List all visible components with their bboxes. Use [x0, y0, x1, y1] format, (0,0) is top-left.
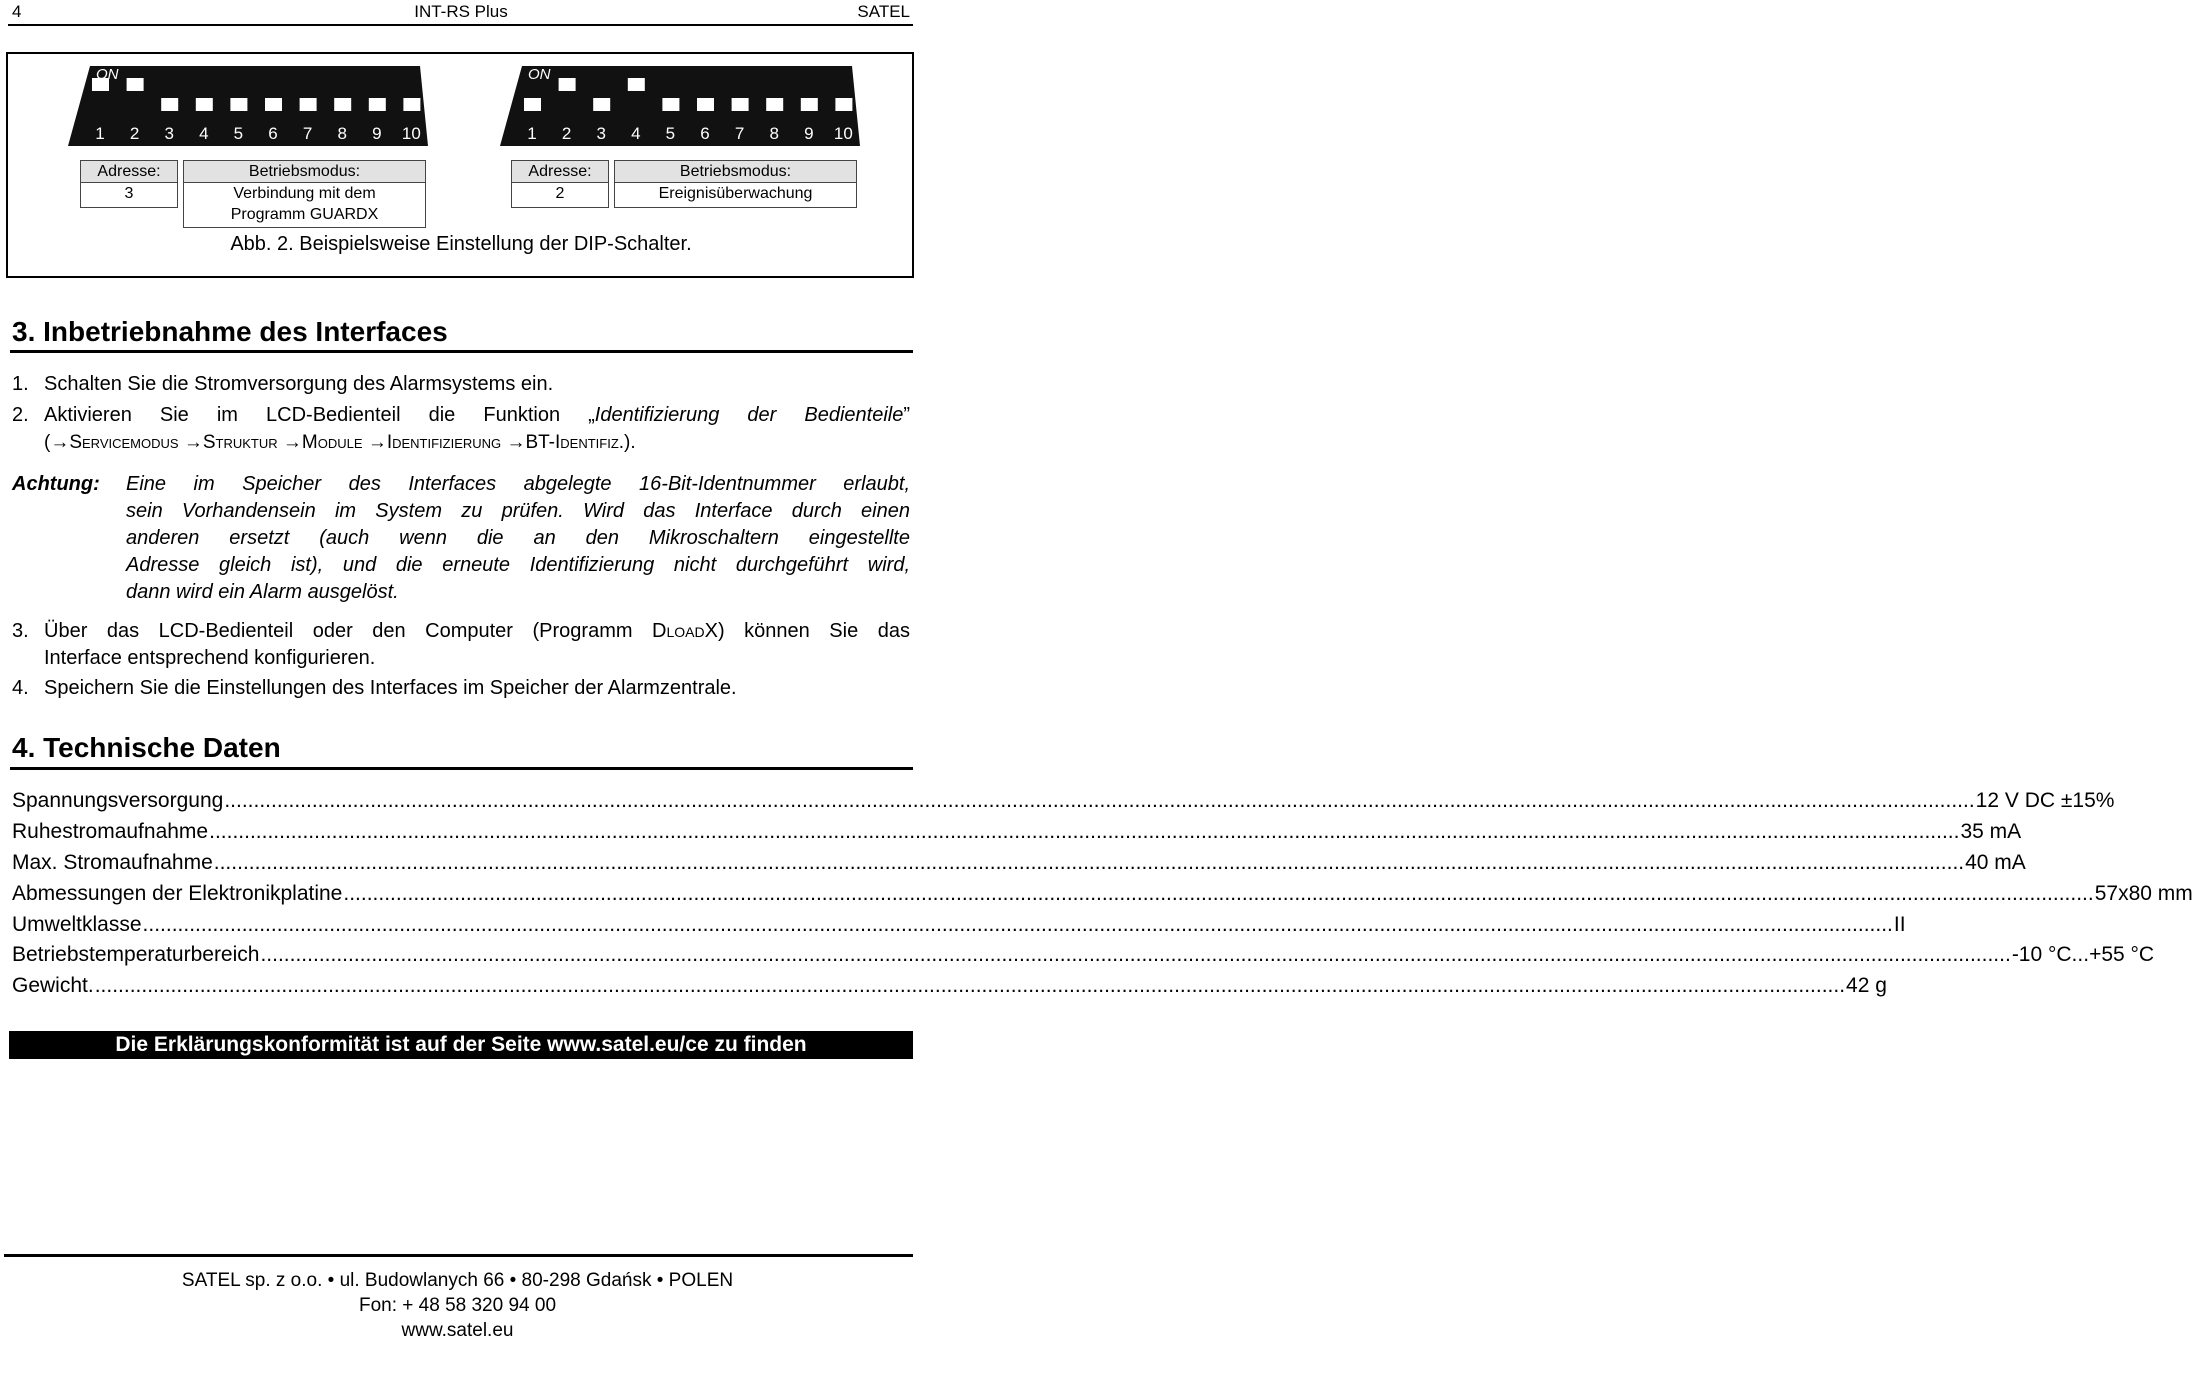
note-line: dann wird ein Alarm ausgelöst. — [126, 581, 399, 603]
step-number: 4. — [12, 677, 29, 699]
step-2 — [12, 404, 44, 427]
switch-number: 2 — [129, 124, 140, 143]
switch-number: 4 — [631, 124, 641, 143]
page-number: 4 — [12, 2, 22, 21]
spec-label: Betriebstemperaturbereich — [12, 943, 260, 966]
dip-numbers — [76, 124, 421, 144]
page-header — [12, 2, 910, 24]
note-line: anderen ersetzt (auch wenn die an den Mikroschaltern eingestellte — [126, 527, 910, 549]
address-value: 3 — [124, 185, 134, 202]
menu-item: BT-Identifiz. — [525, 432, 625, 453]
switch-number: 6 — [700, 124, 710, 143]
spec-label: Gewicht. — [12, 974, 94, 997]
step-4 — [12, 677, 737, 700]
mode-box-right — [614, 160, 857, 208]
spec-value: -10 °C...+55 °C — [2011, 943, 2155, 966]
section-heading-commissioning: 3. Inbetriebnahme des Interfaces — [12, 316, 448, 347]
heading-rule — [10, 767, 913, 770]
menu-item: Struktur — [202, 432, 278, 453]
note-line: Adresse gleich ist), und die erneute Identifizierung nicht durchgeführt wird, — [126, 554, 910, 576]
switch-number: 3 — [164, 124, 174, 143]
step-3 — [12, 620, 44, 643]
switch-number: 5 — [233, 124, 244, 143]
address-box-left — [80, 160, 178, 208]
spec-row — [12, 941, 2155, 967]
spec-value: II — [1893, 913, 1906, 936]
switch-lever — [127, 78, 144, 91]
figure-caption: Abb. 2. Beispielsweise Einstellung der DIP-Schalter. — [230, 233, 692, 255]
spec-row — [12, 787, 2115, 813]
switch-number: 8 — [337, 124, 347, 143]
menu-item: Module — [301, 432, 363, 453]
switch-lever — [697, 98, 714, 111]
conformity-banner: Die Erklärungskonformität ist auf der Seite www.satel.eu/ce zu finden — [9, 1031, 913, 1059]
switch-lever — [369, 98, 386, 111]
switch-number: 7 — [734, 124, 745, 143]
menu-path: (→Servicemodus →Struktur →Module →Identifizierung →BT-Identifiz.). — [44, 432, 636, 453]
spec-label: Ruhestromaufnahme — [12, 820, 209, 843]
dip-switch-figure — [6, 52, 914, 278]
function-name: Identifizierung der Bedienteile — [594, 404, 904, 426]
dot-leader: ............................................................................................................................................................................................................................................................................................................ — [213, 851, 1965, 874]
dot-leader: ............................................................................................................................................................................................................................................................................................................ — [224, 789, 1975, 812]
arrow-icon: → — [50, 432, 70, 453]
footer-website: www.satel.eu — [401, 1320, 514, 1341]
mode-value-line1: Verbindung mit dem — [233, 185, 376, 202]
on-label: ON — [96, 66, 119, 83]
menu-item: Identifizierung — [386, 432, 502, 453]
document-title: INT-RS Plus — [414, 2, 508, 21]
quote-close: ” — [903, 404, 910, 426]
switch-number: 8 — [769, 124, 779, 143]
mode-box-left — [183, 160, 426, 228]
spec-value: 57x80 mm — [2094, 882, 2193, 905]
brand-name: SATEL — [857, 2, 910, 21]
note-label: Achtung: — [12, 473, 100, 495]
switch-lever — [524, 98, 541, 111]
switch-number: 9 — [372, 124, 382, 143]
step-text: Speichern Sie die Einstellungen des Interfaces im Speicher der Alarmzentrale. — [44, 677, 737, 699]
program-name: DloadX — [652, 620, 718, 642]
step-text: Schalten Sie die Stromversorgung des Alarmsystems ein. — [44, 373, 554, 395]
switch-number: 6 — [268, 124, 278, 143]
step-3-text: Über das LCD-Bedienteil oder den Computer (Programm DloadX) können Sie das — [44, 620, 910, 642]
switch-lever — [662, 98, 679, 111]
step-2-text — [44, 404, 910, 427]
arrow-icon: → — [282, 432, 302, 453]
address-header: Adresse: — [81, 161, 177, 183]
switch-lever — [835, 98, 852, 111]
footer-divider — [4, 1254, 913, 1257]
mode-value-line2: Programm GUARDX — [230, 206, 379, 223]
switch-number: 1 — [95, 124, 105, 143]
switch-number: 5 — [665, 124, 676, 143]
step-3-text-line2: Interface entsprechend konfigurieren. — [44, 647, 376, 669]
spec-value: 40 mA — [1965, 851, 2026, 874]
switch-lever — [230, 98, 247, 111]
switch-number: 10 — [833, 124, 853, 143]
switch-lever — [732, 98, 749, 111]
header-divider — [8, 24, 913, 26]
switch-lever — [628, 78, 645, 91]
spec-value: 42 g — [1846, 974, 1887, 997]
mode-header: Betriebsmodus: — [615, 161, 856, 183]
on-label: ON — [528, 66, 551, 83]
section-heading-technical-data: 4. Technische Daten — [12, 732, 281, 763]
step-1 — [12, 373, 553, 396]
switch-number: 7 — [302, 124, 313, 143]
dot-leader: ............................................................................................................................................................................................................................................................................................................ — [142, 913, 1893, 936]
spec-label: Max. Stromaufnahme — [12, 851, 213, 874]
mode-value: Ereignisüberwachung — [658, 185, 813, 202]
step-number: 2. — [12, 404, 29, 426]
arrow-icon: → — [506, 432, 526, 453]
heading-rule — [10, 350, 913, 353]
spec-value: 35 mA — [1960, 820, 2022, 843]
spec-label: Umweltklasse — [12, 913, 142, 936]
address-value: 2 — [555, 185, 565, 202]
switch-lever — [559, 78, 576, 91]
footer-address: SATEL sp. z o.o. • ul. Budowlanych 66 • 80-298 Gdańsk • POLEN — [181, 1270, 734, 1291]
dot-leader: ............................................................................................................................................................................................................................................................................................................ — [94, 974, 1846, 997]
spec-row — [12, 818, 2022, 844]
spec-value: 12 V DC ±15% — [1975, 789, 2115, 812]
note-line: Eine im Speicher des Interfaces abgelegte 16-Bit-Identnummer erlaubt, — [126, 473, 910, 495]
switch-lever — [300, 98, 317, 111]
switch-number: 9 — [804, 124, 814, 143]
arrow-icon: → — [367, 432, 387, 453]
note-line: sein Vorhandensein im System zu prüfen. Wird das Interface durch einen — [126, 500, 910, 522]
step-number: 1. — [12, 373, 29, 395]
switch-lever — [196, 98, 213, 111]
switch-number: 10 — [401, 124, 421, 143]
switch-lever — [265, 98, 282, 111]
switch-number: 2 — [561, 124, 572, 143]
address-box-right — [511, 160, 609, 208]
spec-row — [12, 911, 1906, 937]
switch-lever — [593, 98, 610, 111]
dot-leader: ............................................................................................................................................................................................................................................................................................................ — [343, 882, 2094, 905]
dip-switch-right — [500, 66, 860, 146]
switch-lever — [334, 98, 351, 111]
dot-leader: ............................................................................................................................................................................................................................................................................................................ — [209, 820, 1960, 843]
address-header: Adresse: — [512, 161, 608, 183]
footer-phone: Fon: + 48 58 320 94 00 — [358, 1295, 557, 1316]
arrow-icon: → — [183, 432, 203, 453]
switch-number: 3 — [596, 124, 606, 143]
switch-lever — [766, 98, 783, 111]
switch-number: 1 — [527, 124, 537, 143]
spec-label: Abmessungen der Elektronikplatine — [12, 882, 343, 905]
spec-row — [12, 849, 2026, 875]
switch-number: 4 — [199, 124, 209, 143]
spec-row — [12, 880, 2193, 906]
switch-lever — [161, 98, 178, 111]
spec-row — [12, 972, 1887, 998]
dip-numbers — [508, 124, 853, 144]
dip-switch-left — [68, 66, 428, 146]
mode-header: Betriebsmodus: — [184, 161, 425, 183]
dot-leader: ............................................................................................................................................................................................................................................................................................................ — [260, 943, 2011, 966]
spec-label: Spannungsversorgung — [12, 789, 224, 812]
switch-lever — [801, 98, 818, 111]
switch-lever — [403, 98, 420, 111]
menu-item: Servicemodus — [69, 432, 179, 453]
step-text: Aktivieren Sie im LCD-Bedienteil die Funktion „ — [44, 404, 595, 426]
step-number: 3. — [12, 620, 29, 642]
